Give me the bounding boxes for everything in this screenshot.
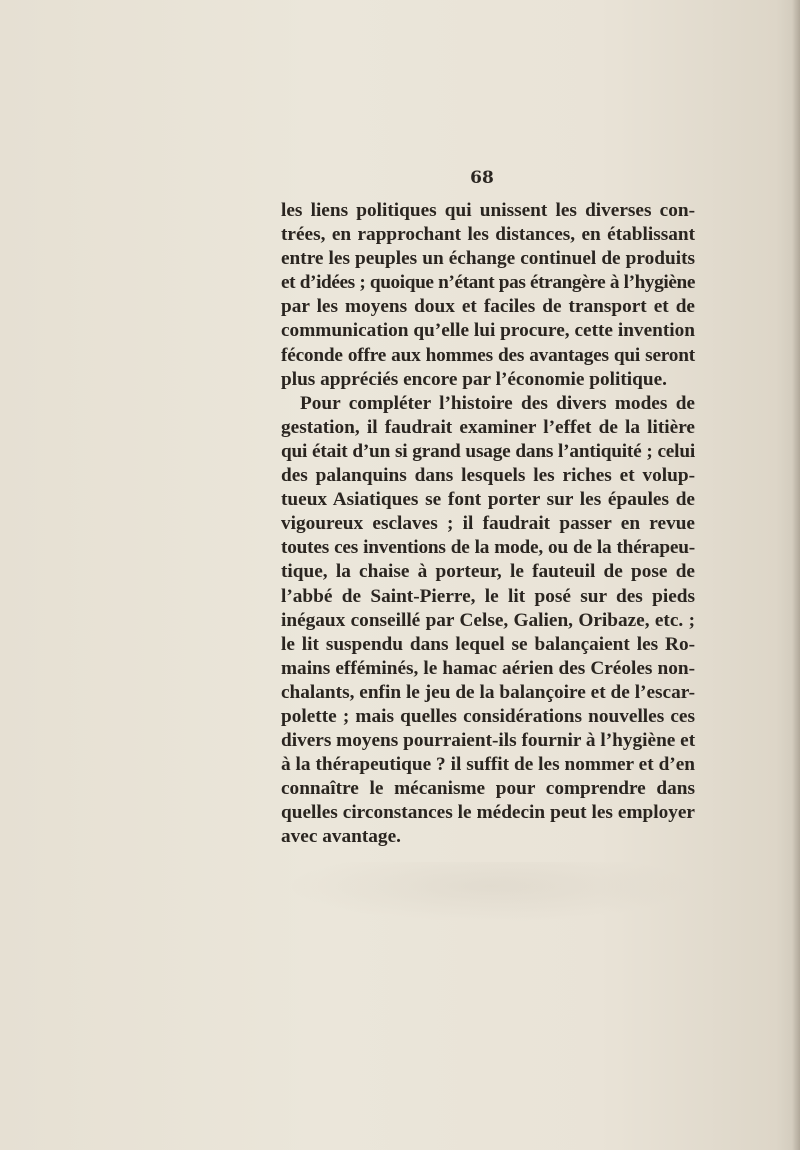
text-line: le lit suspendu dans lequel se balançaient les Ro- — [281, 633, 695, 655]
paragraph-start-line: Pour compléter l’histoire des divers modes de — [300, 392, 695, 414]
body-text — [281, 199, 695, 850]
text-line: gestation, il faudrait examiner l’effet de la litière — [281, 416, 695, 438]
show-through-ink — [285, 862, 695, 922]
page-edge-shadow — [792, 0, 800, 1150]
text-line: mains efféminés, le hamac aérien des Créoles non- — [281, 657, 695, 679]
text-line: tique, la chaise à porteur, le fauteuil de pose de — [281, 561, 695, 583]
text-line: chalants, enfin le jeu de la balançoire et de l’escar- — [281, 681, 695, 703]
text-line: entre les peuples un échange continuel de produits — [281, 248, 695, 270]
text-line: et d’idées ; quoique n’étant pas étrangère à l’hygiène — [281, 272, 695, 294]
text-line: avec avantage. — [281, 826, 401, 848]
text-line: divers moyens pourraient-ils fournir à l’hygiène et — [281, 730, 696, 752]
text-line: vigoureux esclaves ; il faudrait passer en revue — [281, 513, 695, 535]
text-line: des palanquins dans lesquels les riches et volup- — [281, 465, 695, 487]
text-line: inégaux conseillé par Celse, Galien, Oribaze, etc. ; — [281, 609, 695, 631]
text-line: toutes ces inventions de la mode, ou de la thérapeu- — [281, 537, 695, 559]
text-line: trées, en rapprochant les distances, en établissant — [281, 224, 695, 246]
text-line: à la thérapeutique ? il suffit de les nommer et d’en — [281, 754, 695, 776]
text-line: par les moyens doux et faciles de transport et de — [281, 296, 695, 318]
text-line: tueux Asiatiques se font porter sur les épaules de — [281, 489, 695, 511]
text-line: polette ; mais quelles considérations nouvelles ces — [281, 705, 695, 727]
text-line: qui était d’un si grand usage dans l’antiquité ; celui — [281, 440, 695, 462]
text-line: l’abbé de Saint-Pierre, le lit posé sur des pieds — [281, 585, 695, 607]
text-line: communication qu’elle lui procure, cette invention — [281, 320, 695, 342]
text-line: les liens politiques qui unissent les diverses con- — [281, 200, 695, 221]
text-line: quelles circonstances le médecin peut les employer — [281, 802, 695, 824]
text-line: plus appréciés encore par l’économie politique. — [281, 368, 667, 390]
page-number: 68 — [470, 168, 494, 188]
text-line: féconde offre aux hommes des avantages qui seront — [281, 344, 695, 366]
text-line: connaître le mécanisme pour comprendre dans — [281, 778, 695, 800]
